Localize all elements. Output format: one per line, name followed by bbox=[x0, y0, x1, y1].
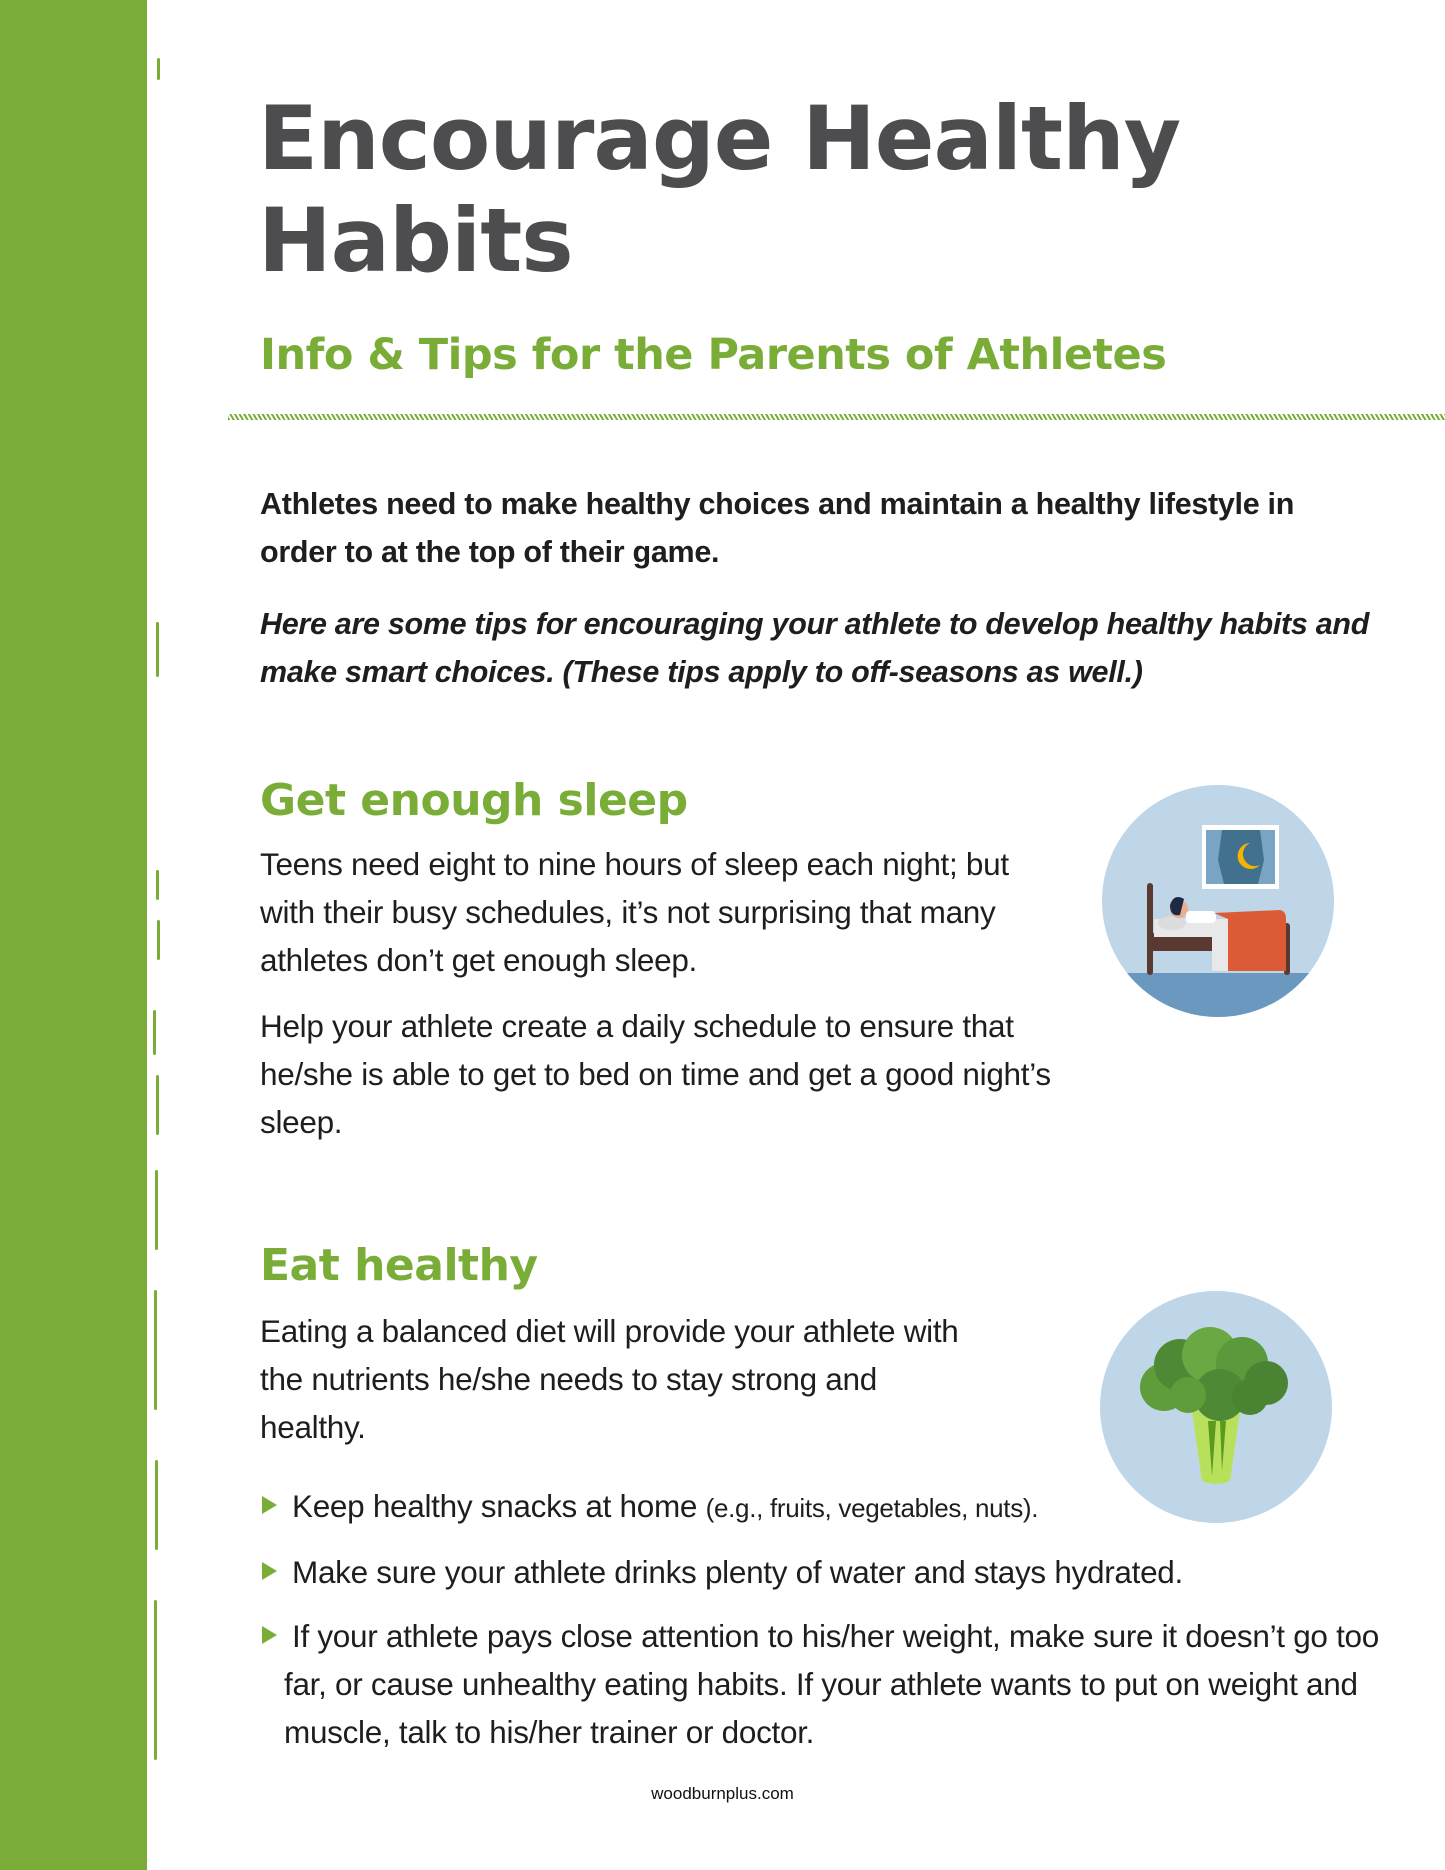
brush-stroke bbox=[156, 1075, 159, 1135]
list-item bbox=[260, 1482, 1380, 1532]
sleep-paragraph-2: Help your athlete create a daily schedule to ensure that he/she is able to get to bed on time and get a good night’s sleep. bbox=[260, 1008, 1051, 1140]
eat-paragraph-1: Eating a balanced diet will provide your athlete with the nutrients he/she needs to stay strong and healthy. bbox=[260, 1313, 959, 1445]
brush-stroke bbox=[156, 622, 159, 677]
section-heading-eat: Eat healthy bbox=[260, 1240, 538, 1291]
title-line-2: Habits bbox=[258, 189, 573, 292]
brush-stroke bbox=[154, 1290, 157, 1410]
page-title bbox=[258, 88, 1358, 292]
title-line-1: Encourage Healthy bbox=[258, 87, 1181, 190]
sleep-paragraph-1: Teens need eight to nine hours of sleep each night; but with their busy schedules, it’s not surprising that many athletes don’t get enough sleep. bbox=[260, 846, 1009, 978]
intro-italic-text: Here are some tips for encouraging your athlete to develop healthy habits and make smart choices. (These tips apply to off-seasons as well.) bbox=[260, 607, 1370, 689]
list-item bbox=[260, 1548, 1380, 1596]
brush-stroke bbox=[154, 1600, 157, 1760]
bullet-note: (e.g., fruits, vegetables, nuts). bbox=[705, 1493, 1039, 1523]
section-heading-sleep: Get enough sleep bbox=[260, 775, 688, 826]
page-subtitle: Info & Tips for the Parents of Athletes bbox=[260, 330, 1167, 380]
brush-stroke bbox=[153, 1010, 156, 1055]
hatched-divider bbox=[228, 414, 1445, 420]
triangle-bullet-icon bbox=[262, 1626, 277, 1644]
brush-stroke bbox=[156, 870, 159, 900]
sleeping-in-bed-icon bbox=[1102, 785, 1334, 1017]
brush-stroke bbox=[155, 1170, 158, 1250]
triangle-bullet-icon bbox=[262, 1562, 277, 1580]
list-item bbox=[260, 1612, 1380, 1756]
eat-tips-list bbox=[260, 1482, 1380, 1772]
footer-site-link[interactable]: woodburnplus.com bbox=[651, 1784, 794, 1803]
brush-stroke bbox=[157, 58, 160, 80]
bullet-text: Make sure your athlete drinks plenty of water and stays hydrated. bbox=[292, 1554, 1183, 1590]
intro-bold-text: Athletes need to make healthy choices and maintain a healthy lifestyle in order to at the top of their game. bbox=[260, 487, 1295, 569]
triangle-bullet-icon bbox=[262, 1496, 277, 1514]
bullet-text: Keep healthy snacks at home bbox=[292, 1488, 706, 1524]
brush-stroke bbox=[157, 920, 160, 960]
green-side-bar bbox=[0, 0, 147, 1870]
brush-stroke bbox=[155, 1460, 158, 1550]
bullet-text: If your athlete pays close attention to his/her weight, make sure it doesn’t go too far, or cause unhealthy eating habits. If your athlete wants to put on weight and muscle, talk to his/her trainer or doctor. bbox=[284, 1618, 1379, 1750]
